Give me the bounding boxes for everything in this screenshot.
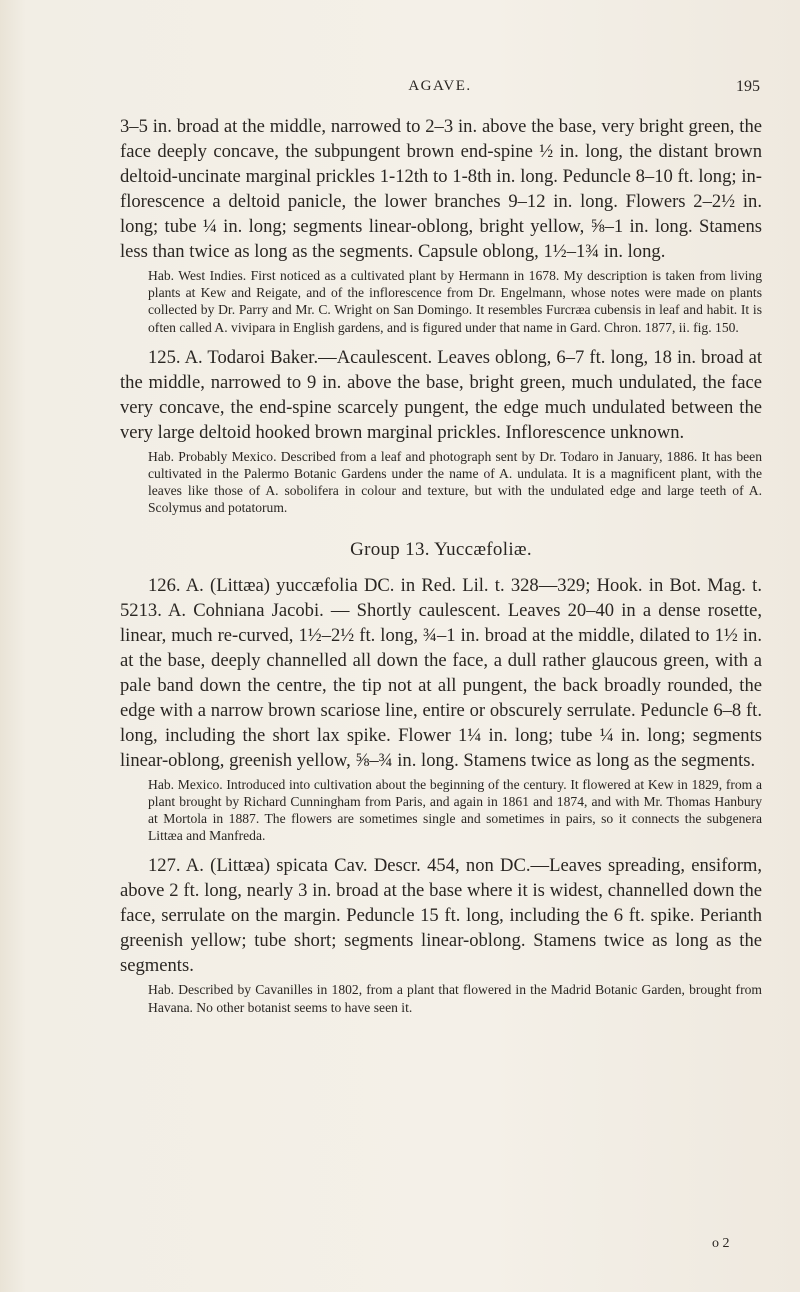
page-header	[120, 78, 760, 100]
habitat-note: Hab. Described by Cavanilles in 1802, from a plant that flowered in the Madrid Botanic Garden, brought from Havana. No other botanist seems to have seen it.	[148, 982, 762, 1015]
species-entry: 125. A. Todaroi Baker.—Acaulescent. Leaves oblong, 6–7 ft. long, 18 in. broad at the middle, narrowed to 9 in. above the base, bright green, much undulated, the face very concave, the end-spine scarcely pungent, the edge much undulated between the very large deltoid hooked brown marginal prickles. Inflorescence unknown.	[120, 346, 762, 443]
intro-paragraph: 3–5 in. broad at the middle, narrowed to 2–3 in. above the base, very bright green, the face deeply concave, the subpungent brown end-spine ½ in. long, the distant brown deltoid-uncinate marginal prickles 1-12th to 1-8th in. long. Peduncle 8–10 ft. long; in-florescence a deltoid panicle, the lower branches 9–12 in. long. Flowers 2–2½ in. long; tube ¼ in. long; segments linear-oblong, bright yellow, ⅝–1 in. long. Stamens less than twice as long as the segments. Capsule oblong, 1½–1¾ in. long.	[120, 116, 762, 262]
habitat-note: Hab. Mexico. Introduced into cultivation about the beginning of the century. It flowered at Kew in 1829, from a plant brought by Richard Cunningham from Paris, and again in 1861 and 1874, and with Mr. Thomas Hanbury at Mortola in 1887. The flowers are sometimes single and sometimes in pairs, so it connects the subgenera Littæa and Manfreda.	[148, 776, 762, 844]
page-number: 195	[736, 78, 760, 95]
habitat-note: Hab. West Indies. First noticed as a cultivated plant by Hermann in 1678. My description is taken from living plants at Kew and Reigate, and of the inflorescence from Dr. Engelmann, whose notes were made on plants collected by Dr. Parry and Mr. C. Wright on San Domingo. It resembles Furcræa cubensis in leaf and habit. It is often called A. vivipara in English gardens, and is figured under that name in Gard. Chron. 1877, ii. fig. 150.	[148, 268, 762, 335]
running-head: AGAVE.	[408, 78, 472, 94]
habitat-note: Hab. Probably Mexico. Described from a leaf and photograph sent by Dr. Todaro in January, 1886. It has been cultivated in the Palermo Botanic Gardens under the name of A. undulata. It is a magnificent plant, with the leaves like those of A. sobolifera in colour and texture, but with the undulated edge and large teeth of A. Scolymus and potatorum.	[148, 448, 762, 516]
page-content	[120, 114, 762, 1016]
signature-mark: o 2	[712, 1236, 730, 1251]
group-heading: Group 13. Yuccæfoliæ.	[350, 538, 532, 560]
species-entry: 127. A. (Littæa) spicata Cav. Descr. 454, non DC.—Leaves spreading, ensiform, above 2 ft. long, nearly 3 in. broad at the base where it is widest, channelled down the face, serrulate on the margin. Peduncle 15 ft. long, including the 6 ft. spike. Perianth greenish yellow; tube short; segments linear-oblong. Stamens twice as long as the segments.	[120, 855, 762, 977]
species-entry: 126. A. (Littæa) yuccæfolia DC. in Red. Lil. t. 328—329; Hook. in Bot. Mag. t. 5213. A. Cohniana Jacobi. — Shortly caulescent. Leaves 20–40 in a dense rosette, linear, much re-curved, 1½–2½ ft. long, ¾–1 in. broad at the middle, dilated to 1½ in. at the base, deeply channelled all down the face, a dull rather glaucous green, with a pale band down the centre, the tip not at all pungent, the back broadly rounded, the edge with a narrow brown scariose line, entire or obscurely serrulate. Peduncle 6–8 ft. long, including the short lax spike. Flower 1¼ in. long; tube ¼ in. long; segments linear-oblong, greenish yellow, ⅝–¾ in. long. Stamens twice as long as the segments.	[120, 574, 762, 771]
